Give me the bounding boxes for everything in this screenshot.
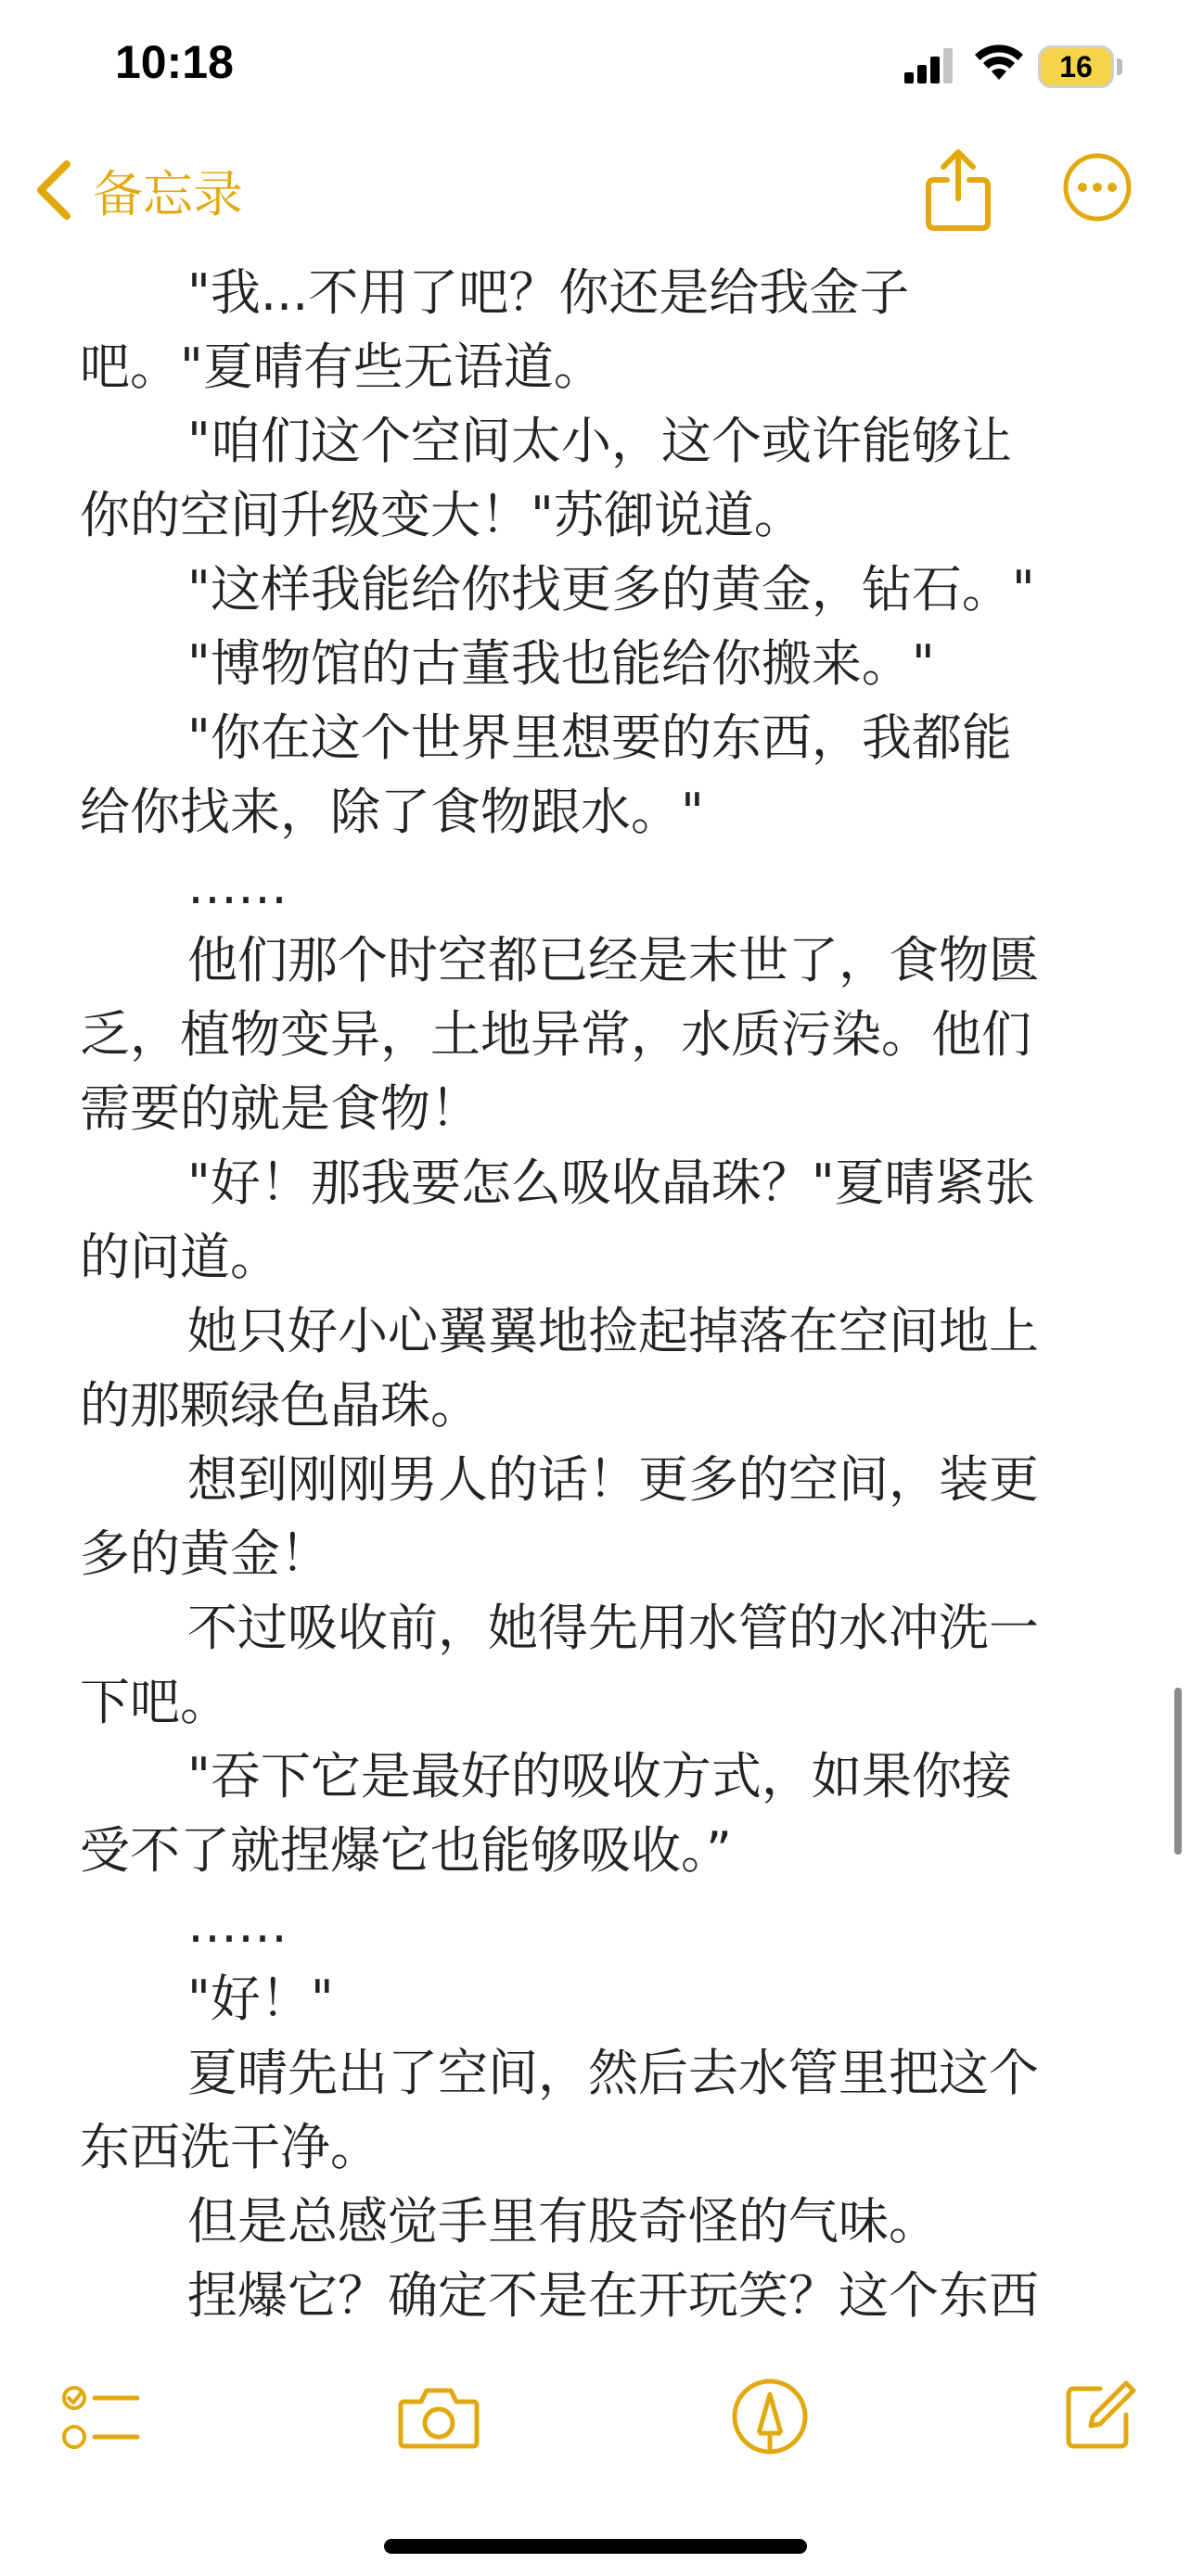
chevron-left-icon [33, 159, 76, 222]
note-line: 下吧。 [80, 1673, 230, 1731]
note-line: 但是总感觉手里有股奇怪的气味。 [187, 2192, 939, 2251]
note-line: "我...不用了吧？你还是给我金子 [187, 263, 910, 322]
status-bar [0, 0, 1191, 130]
note-line: 夏晴先出了空间，然后去水管里把这个 [187, 2044, 1039, 2102]
home-indicator[interactable] [384, 2539, 807, 2554]
nav-bar [0, 130, 1191, 250]
note-line: 受不了就捏爆它也能够吸收。” [80, 1821, 732, 1880]
battery-level: 16 [1059, 50, 1093, 83]
note-line: "咱们这个空间太小，这个或许能够让 [187, 412, 1012, 470]
note-line: 想到刚刚男人的话！更多的空间，装更 [187, 1450, 1039, 1509]
note-line: 东西洗干净。 [80, 2118, 380, 2176]
back-button[interactable] [33, 156, 243, 224]
note-line: "好！那我要怎么吸收晶珠？"夏晴紧张 [187, 1154, 1035, 1212]
scroll-indicator[interactable] [1174, 1688, 1182, 1855]
note-line: 吧。"夏晴有些无语道。 [80, 338, 604, 396]
note-line: "这样我能给你找更多的黄金，钻石。" [187, 560, 1035, 618]
note-line: …… [187, 1895, 288, 1954]
note-line: "好！" [187, 1970, 334, 2028]
note-line: 的问道。 [80, 1228, 280, 1286]
note-line: 的那颗绿色晶珠。 [80, 1376, 480, 1435]
cellular-signal-icon [904, 48, 953, 83]
markup-icon[interactable] [731, 2378, 809, 2455]
note-line: …… [187, 857, 288, 915]
note-line: 他们那个时空都已经是末世了，食物匮 [187, 931, 1039, 989]
note-line: 你的空间升级变大！"苏御说道。 [80, 486, 804, 544]
wifi-icon [974, 43, 1024, 83]
note-line: "吞下它是最好的吸收方式，如果你接 [187, 1747, 1012, 1805]
note-line: 不过吸收前，她得先用水管的水冲洗一 [187, 1599, 1039, 1657]
back-label: 备忘录 [93, 164, 243, 223]
battery-nub [1117, 58, 1122, 75]
status-time: 10:18 [115, 36, 234, 88]
battery-indicator [1041, 48, 1111, 85]
note-line: 多的黄金！ [80, 1524, 330, 1583]
note-line: 她只好小心翼翼地捡起掉落在空间地上 [187, 1302, 1039, 1360]
share-icon[interactable] [923, 148, 993, 232]
more-options-icon[interactable] [1062, 152, 1133, 223]
camera-icon[interactable] [397, 2385, 480, 2450]
note-line: 乏，植物变异，土地异常，水质污染。他们 [80, 1005, 1031, 1064]
note-line: "你在这个世界里想要的东西，我都能 [187, 708, 1012, 767]
note-line: 捏爆它？确定不是在开玩笑？这个东西 [187, 2266, 1039, 2325]
note-body[interactable] [80, 256, 1111, 2333]
compose-icon[interactable] [1063, 2378, 1137, 2452]
checklist-icon[interactable] [61, 2383, 141, 2454]
note-line: 需要的就是食物！ [80, 1079, 480, 1138]
note-line: "博物馆的古董我也能给你搬来。" [187, 634, 935, 693]
note-line: 给你找来，除了食物跟水。" [80, 783, 704, 841]
